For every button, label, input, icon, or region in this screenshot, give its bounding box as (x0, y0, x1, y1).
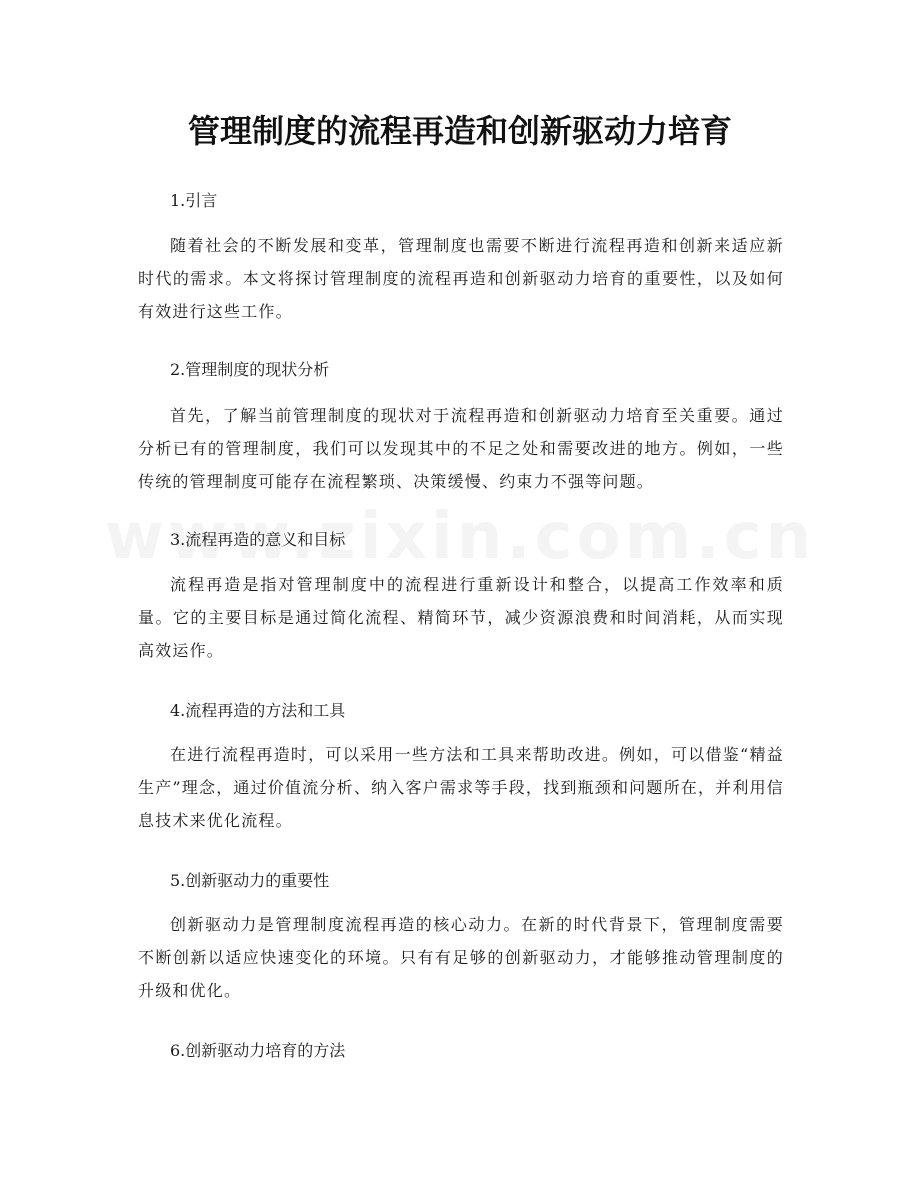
section-body-1: 随着社会的不断发展和变革，管理制度也需要不断进行流程再造和创新来适应新时代的需求。本文将探讨管理制度的流程再造和创新驱动力培育的重要性，以及如何有效进行这些工作。 (138, 236, 784, 321)
section-body-4: 在进行流程再造时，可以采用一些方法和工具来帮助改进。例如，可以借鉴“精益生产”理念，通过价值流分析、纳入客户需求等手段，找到瓶颈和问题所在，并利用信息技术来优化流程。 (138, 745, 784, 830)
section-heading-5: 5.创新驱动力的重要性 (170, 871, 330, 890)
section-body-5: 创新驱动力是管理制度流程再造的核心动力。在新的时代背景下，管理制度需要不断创新以适应快速变化的环境。只有有足够的创新驱动力，才能够推动管理制度的升级和优化。 (138, 915, 784, 1000)
section-heading-6: 6.创新驱动力培育的方法 (170, 1041, 346, 1060)
section-heading-4: 4.流程再造的方法和工具 (170, 701, 346, 720)
page-title: 管理制度的流程再造和创新驱动力培育 (187, 112, 732, 150)
section-heading-1: 1.引言 (170, 191, 218, 210)
section-body-3: 流程再造是指对管理制度中的流程进行重新设计和整合，以提高工作效率和质量。它的主要目标是通过简化流程、精简环节，减少资源浪费和时间消耗，从而实现高效运作。 (138, 575, 784, 660)
section-heading-3: 3.流程再造的意义和目标 (170, 530, 346, 549)
section-heading-2: 2.管理制度的现状分析 (170, 360, 330, 379)
watermark (0, 500, 920, 574)
section-body-2: 首先，了解当前管理制度的现状对于流程再造和创新驱动力培育至关重要。通过分析已有的管理制度，我们可以发现其中的不足之处和需要改进的地方。例如，一些传统的管理制度可能存在流程繁琐、决策缓慢、约束力不强等问题。 (138, 406, 784, 491)
